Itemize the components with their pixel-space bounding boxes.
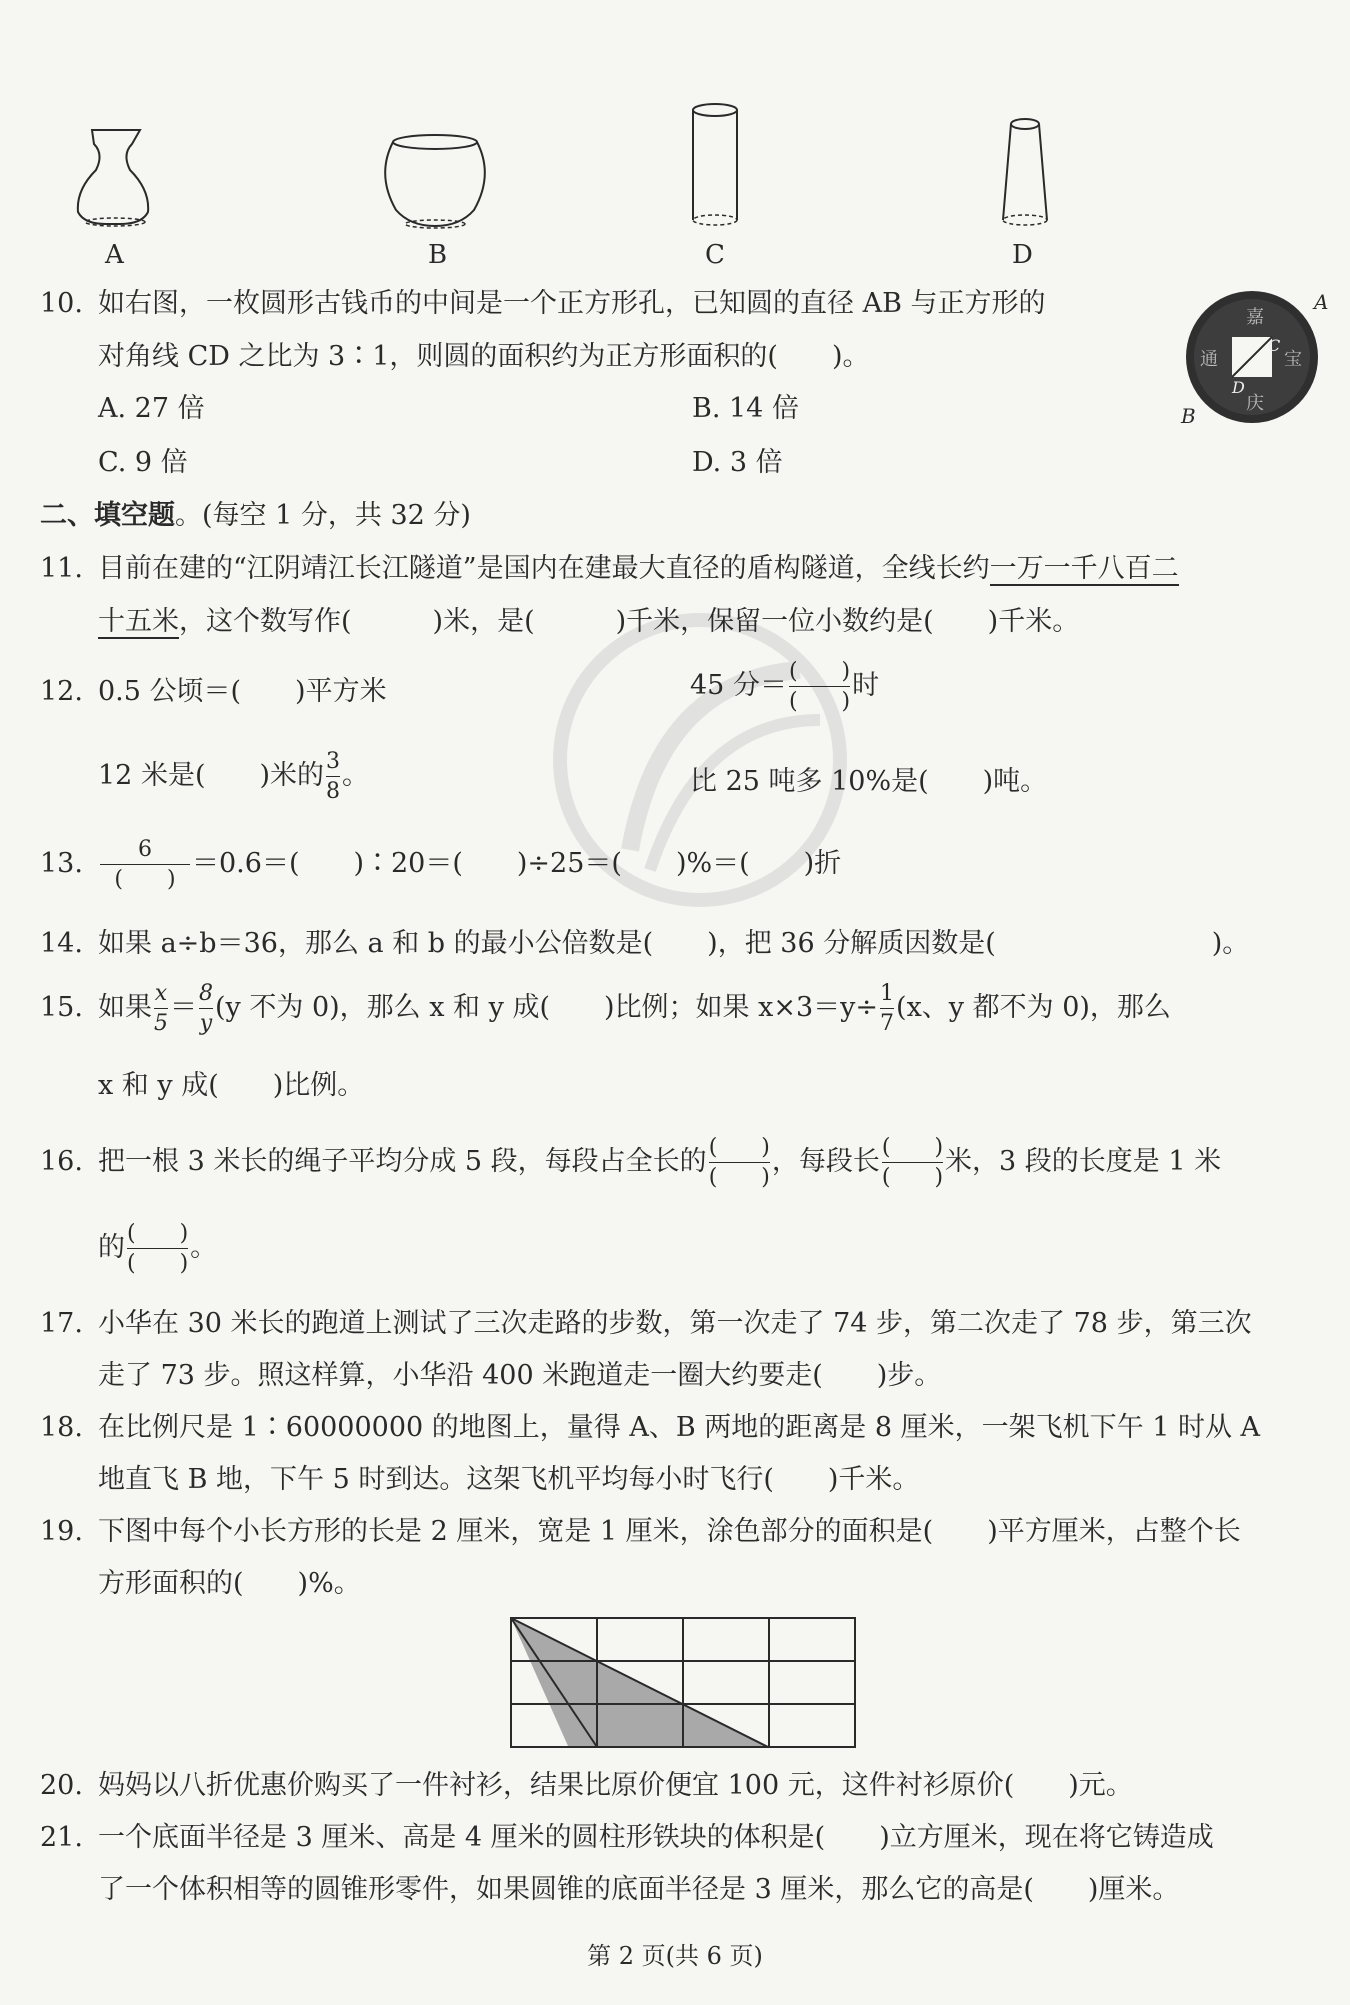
question-16 [40,1136,1221,1189]
question-12-b [690,660,879,713]
question-text: 12 米是( )米的 [98,760,325,792]
question-19-line2: 方形面积的( )%。 [98,1568,361,1599]
question-number: 16. [40,1146,83,1178]
fraction-denominator[interactable]: ( ) [708,1165,770,1191]
section-title: 二、填空题 [40,500,175,531]
question-number: 17. [40,1308,83,1339]
fraction-denominator: 7 [880,1011,895,1037]
question-number: 20. [40,1770,83,1801]
option-d[interactable]: D. 3 倍 [692,447,783,478]
vessel-c-label: C [705,240,725,270]
question-text: 。 [342,760,370,792]
fraction-numerator: 6 [138,837,152,862]
coin-label-d: D [1232,378,1245,397]
question-text: 如果 [98,992,152,1024]
fraction-numerator[interactable]: ( ) [788,659,851,684]
section-note: 。(每空 1 分，共 32 分) [175,500,471,531]
question-text: (y 不为 0)，那么 x 和 y 成( )比例；如果 x×3＝y÷ [215,992,879,1024]
bowl-icon [380,130,490,230]
question-10 [40,290,1046,317]
question-text: (x、y 都不为 0)，那么 [896,992,1171,1024]
question-text: ，这个数写作( )米，是( )千米，保留一位小数约是( )千米。 [179,606,1080,637]
question-number: 13. [40,848,83,880]
coin-label-a: A [1314,290,1329,314]
svg-text:庆: 庆 [1246,393,1264,414]
question-text: 45 分＝ [690,670,787,702]
question-13 [40,838,841,891]
question-14 [40,930,1249,957]
question-12-c [98,750,369,803]
vase-icon [70,120,170,230]
question-20 [40,1772,1133,1799]
option-a[interactable]: A. 27 倍 [98,393,205,424]
fraction-denominator[interactable]: ( ) [127,1251,189,1277]
option-b[interactable]: B. 14 倍 [692,393,799,424]
coin-label-b: B [1181,404,1196,428]
question-text: 妈妈以八折优惠价购买了一件衬衫，结果比原价便宜 100 元，这件衬衫原价( )元。 [98,1770,1133,1801]
question-number: 14. [40,928,83,959]
underlined-text: 十五米 [98,606,179,637]
question-12-d: 比 25 吨多 10%是( )吨。 [690,766,1048,797]
question-15 [40,982,1171,1035]
question-11-line2 [98,608,1079,635]
fraction-numerator: 1 [880,981,895,1006]
fraction-denominator[interactable]: ( ) [114,867,176,893]
question-12-a [40,678,387,705]
svg-text:通: 通 [1200,349,1218,370]
question-text: 如果 a÷b＝36，那么 a 和 b 的最小公倍数是( )，把 36 分解质因数是( )。 [98,928,1250,959]
question-21 [40,1824,1214,1851]
vessel-b-label: B [428,240,448,270]
question-text: 时 [852,670,880,702]
question-text: 。 [190,1232,218,1264]
question-text: 目前在建的“江阴靖江长江隧道”是国内在建最大直径的盾构隧道，全线长约 [98,553,990,584]
question-text: 把一根 3 米长的绳子平均分成 5 段，每段占全长的 [98,1146,707,1178]
section-heading [40,502,471,529]
question-text: ，每段长 [771,1146,880,1178]
fraction-denominator: 5 [154,1011,168,1037]
fraction-numerator: 3 [326,749,341,774]
underlined-text: 一万一千八百二 [989,553,1179,584]
fraction-denominator[interactable]: ( ) [788,689,851,715]
question-17 [40,1310,1252,1337]
question-text: 小华在 30 米长的跑道上测试了三次走路的步数，第一次走了 74 步，第二次走了 78 步，第三次 [98,1308,1252,1339]
question-text: 在比例尺是 1∶60000000 的地图上，量得 A、B 两地的距离是 8 厘米，一架飞机下午 1 时从 A [98,1412,1261,1443]
fraction-numerator: x [154,981,168,1006]
question-number: 12. [40,676,83,707]
shaded-grid-figure [510,1617,860,1749]
fraction-numerator[interactable]: ( ) [708,1135,770,1160]
tapered-cup-icon [995,115,1055,230]
question-21-line2: 了一个体积相等的圆锥形零件，如果圆锥的底面半径是 3 厘米，那么它的高是( )厘米。 [98,1874,1180,1905]
question-10-line2: 对角线 CD 之比为 3∶1，则圆的面积约为正方形面积的( )。 [98,341,870,372]
question-18-line2: 地直飞 B 地，下午 5 时到达。这架飞机平均每小时飞行( )千米。 [98,1464,920,1495]
coin-label-c: C [1268,336,1281,355]
question-number: 11. [40,553,83,584]
question-text: 0.5 公顷＝( )平方米 [98,676,387,707]
fraction-numerator: 8 [199,981,213,1006]
question-19 [40,1518,1241,1545]
ancient-coin-figure [1180,285,1330,435]
question-17-line2: 走了 73 步。照这样算，小华沿 400 米跑道走一圈大约要走( )步。 [98,1360,942,1391]
question-text: 米，3 段的长度是 1 米 [945,1146,1222,1178]
svg-text:宝: 宝 [1284,349,1302,370]
question-number: 21. [40,1822,83,1853]
question-number: 19. [40,1516,83,1547]
question-text: 的 [98,1232,125,1264]
page-footer: 第 2 页(共 6 页) [587,1942,763,1970]
fraction-denominator: 8 [326,779,341,805]
vessel-d-label: D [1012,240,1033,270]
fraction-denominator[interactable]: ( ) [881,1165,944,1191]
question-18 [40,1414,1260,1441]
question-text: 下图中每个小长方形的长是 2 厘米，宽是 1 厘米，涂色部分的面积是( )平方厘米，占整个长 [98,1516,1241,1547]
question-text-line1: 如右图，一枚圆形古钱币的中间是一个正方形孔，已知圆的直径 AB 与正方形的 [98,288,1046,319]
question-15-line2: x 和 y 成( )比例。 [98,1070,365,1101]
question-number: 15. [40,992,83,1024]
question-text: 一个底面半径是 3 厘米、高是 4 厘米的圆柱形铁块的体积是( )立方厘米，现在将它铸造成 [98,1822,1214,1853]
fraction-numerator[interactable]: ( ) [881,1135,944,1160]
question-text: ＝0.6＝( )∶20＝( )÷25＝( )%＝( )折 [192,848,842,880]
cylinder-icon [685,100,745,230]
question-16-line2 [98,1222,217,1275]
question-number: 18. [40,1412,83,1443]
option-c[interactable]: C. 9 倍 [98,447,188,478]
question-11 [40,555,1179,582]
fraction-denominator: y [199,1011,213,1037]
svg-text:嘉: 嘉 [1246,307,1264,328]
fraction-numerator[interactable]: ( ) [127,1221,189,1246]
vessel-a-label: A [105,240,124,270]
question-number: 10. [40,288,83,319]
equals-sign: ＝ [170,992,197,1024]
